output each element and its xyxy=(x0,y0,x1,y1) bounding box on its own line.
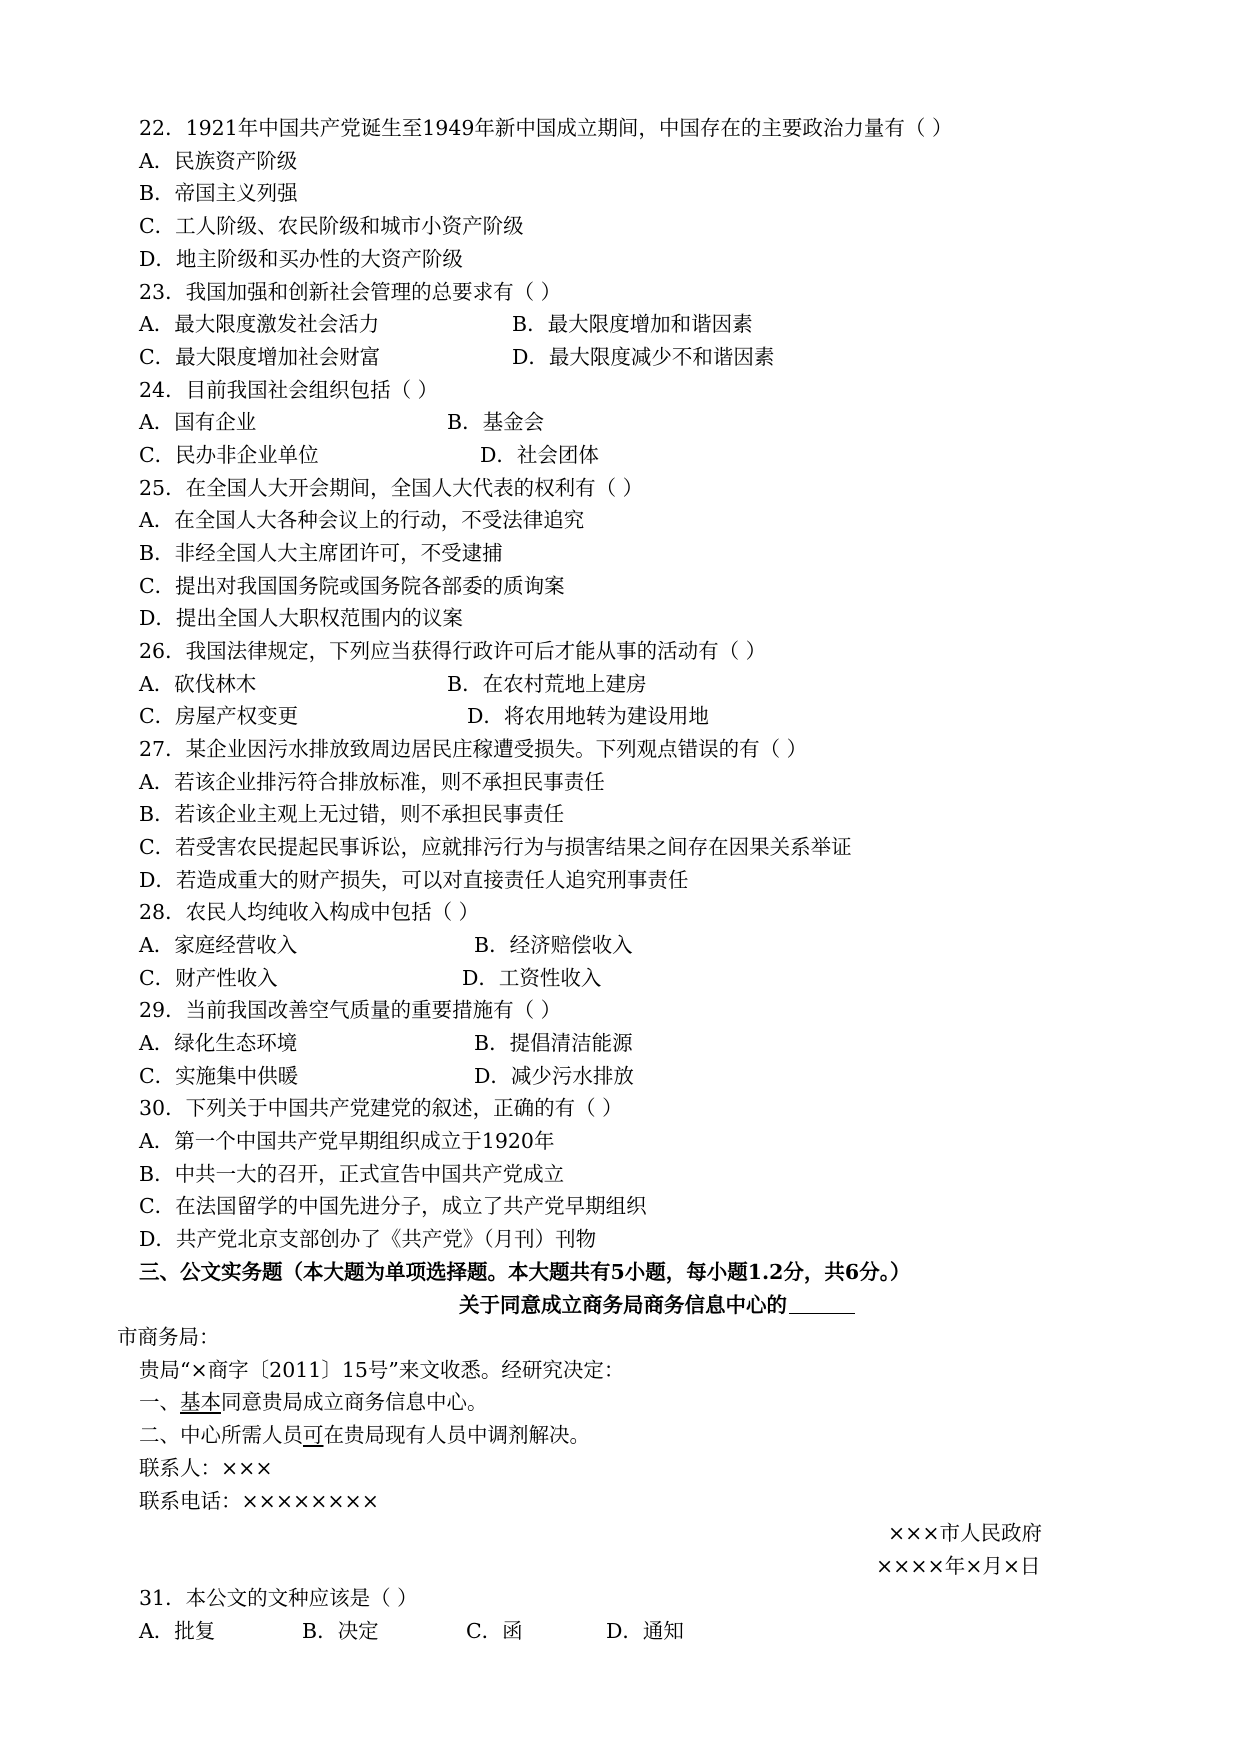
question-26-option-a: A．砍伐林木 xyxy=(139,672,257,696)
question-22-option-c: C．工人阶级、农民阶级和城市小资产阶级 xyxy=(139,214,524,238)
section-heading: 三、公文实务题（本大题为单项选择题。本大题共有5小题，每小题1.2分，共6分。） xyxy=(139,1260,911,1284)
question-26-stem: 26．我国法律规定，下列应当获得行政许可后才能从事的活动有（ ） xyxy=(139,639,767,663)
question-27-option-c: C．若受害农民提起民事诉讼，应就排污行为与损害结果之间存在因果关系举证 xyxy=(139,835,852,859)
document-contact-person: 联系人：××× xyxy=(139,1456,273,1480)
document-item-2 xyxy=(139,1419,590,1452)
question-28-stem: 28．农民人均纯收入构成中包括（ ） xyxy=(139,900,480,924)
question-27-option-b: B．若该企业主观上无过错，则不承担民事责任 xyxy=(139,802,565,826)
question-23-stem: 23．我国加强和创新社会管理的总要求有（ ） xyxy=(139,280,562,304)
question-31-option-b: B．决定 xyxy=(302,1619,379,1643)
item-2-prefix: 二、中心所需人员 xyxy=(139,1423,303,1447)
question-26-option-c: C．房屋产权变更 xyxy=(139,704,299,728)
question-29-option-c: C．实施集中供暖 xyxy=(139,1064,299,1088)
question-24-option-c: C．民办非企业单位 xyxy=(139,443,319,467)
question-30-option-d: D．共产党北京支部创办了《共产党》（月刊）刊物 xyxy=(139,1227,597,1251)
question-27-option-a: A．若该企业排污符合排放标准，则不承担民事责任 xyxy=(139,770,605,794)
question-28-option-c: C．财产性收入 xyxy=(139,966,278,990)
question-29-option-b: B．提倡清洁能源 xyxy=(474,1031,633,1055)
question-31-option-c: C．函 xyxy=(466,1619,523,1643)
document-title-text: 关于同意成立商务局商务信息中心的 xyxy=(459,1293,787,1317)
question-26-option-b: B．在农村荒地上建房 xyxy=(447,672,647,696)
question-25-option-a: A．在全国人大各种会议上的行动，不受法律追究 xyxy=(139,508,585,532)
question-23-option-b: B．最大限度增加和谐因素 xyxy=(512,312,753,336)
question-24-option-d: D．社会团体 xyxy=(480,443,599,467)
question-30-option-b: B．中共一大的召开，正式宣告中国共产党成立 xyxy=(139,1162,565,1186)
question-30-option-c: C．在法国留学的中国先进分子，成立了共产党早期组织 xyxy=(139,1194,647,1218)
question-29-option-d: D．减少污水排放 xyxy=(474,1064,634,1088)
question-30-option-a: A．第一个中国共产党早期组织成立于1920年 xyxy=(139,1129,555,1153)
question-22-option-d: D．地主阶级和买办性的大资产阶级 xyxy=(139,247,463,271)
document-title-blank xyxy=(789,1293,855,1314)
question-25-option-c: C．提出对我国国务院或国务院各部委的质询案 xyxy=(139,574,565,598)
question-24-option-a: A．国有企业 xyxy=(139,410,257,434)
question-31-option-d: D．通知 xyxy=(606,1619,684,1643)
document-item-1 xyxy=(139,1386,488,1419)
document-addressee: 市商务局： xyxy=(117,1325,220,1349)
question-28-option-b: B．经济赔偿收入 xyxy=(474,933,633,957)
question-22-option-b: B．帝国主义列强 xyxy=(139,181,298,205)
item-1-rest: 同意贵局成立商务信息中心。 xyxy=(221,1390,488,1414)
question-31-option-a: A．批复 xyxy=(139,1619,216,1643)
item-2-rest: 在贵局现有人员中调剂解决。 xyxy=(323,1423,590,1447)
question-22-stem: 22．1921年中国共产党诞生至1949年新中国成立期间，中国存在的主要政治力量有（ ） xyxy=(139,116,953,140)
question-31-stem: 31．本公文的文种应该是（ ） xyxy=(139,1586,418,1610)
question-25-option-d: D．提出全国人大职权范围内的议案 xyxy=(139,606,463,630)
document-signer: ×××市人民政府 xyxy=(888,1521,1043,1545)
question-28-option-d: D．工资性收入 xyxy=(462,966,602,990)
item-2-underlined-word: 可 xyxy=(303,1423,324,1447)
document-date: ××××年×月×日 xyxy=(876,1554,1041,1578)
question-25-stem: 25．在全国人大开会期间，全国人大代表的权利有（ ） xyxy=(139,476,644,500)
question-30-stem: 30．下列关于中国共产党建党的叙述，正确的有（ ） xyxy=(139,1096,623,1120)
question-23-option-c: C．最大限度增加社会财富 xyxy=(139,345,381,369)
question-26-option-d: D．将农用地转为建设用地 xyxy=(467,704,709,728)
question-23-option-a: A．最大限度激发社会活力 xyxy=(139,312,380,336)
question-22-option-a: A．民族资产阶级 xyxy=(139,149,298,173)
item-1-prefix: 一、 xyxy=(139,1390,180,1414)
question-29-option-a: A．绿化生态环境 xyxy=(139,1031,298,1055)
document-paragraph: 贵局“×商字〔2011〕15号”来文收悉。经研究决定： xyxy=(139,1358,625,1382)
document-contact-phone: 联系电话：×××××××× xyxy=(139,1489,379,1513)
question-24-option-b: B．基金会 xyxy=(447,410,545,434)
question-25-option-b: B．非经全国人大主席团许可，不受逮捕 xyxy=(139,541,503,565)
item-1-underlined-word: 基本 xyxy=(180,1390,221,1414)
question-27-option-d: D．若造成重大的财产损失，可以对直接责任人追究刑事责任 xyxy=(139,868,689,892)
question-27-stem: 27．某企业因污水排放致周边居民庄稼遭受损失。下列观点错误的有（ ） xyxy=(139,737,808,761)
question-29-stem: 29．当前我国改善空气质量的重要措施有（ ） xyxy=(139,998,562,1022)
official-document-title xyxy=(459,1289,855,1322)
question-24-stem: 24．目前我国社会组织包括（ ） xyxy=(139,378,439,402)
question-23-option-d: D．最大限度减少不和谐因素 xyxy=(512,345,775,369)
question-28-option-a: A．家庭经营收入 xyxy=(139,933,298,957)
